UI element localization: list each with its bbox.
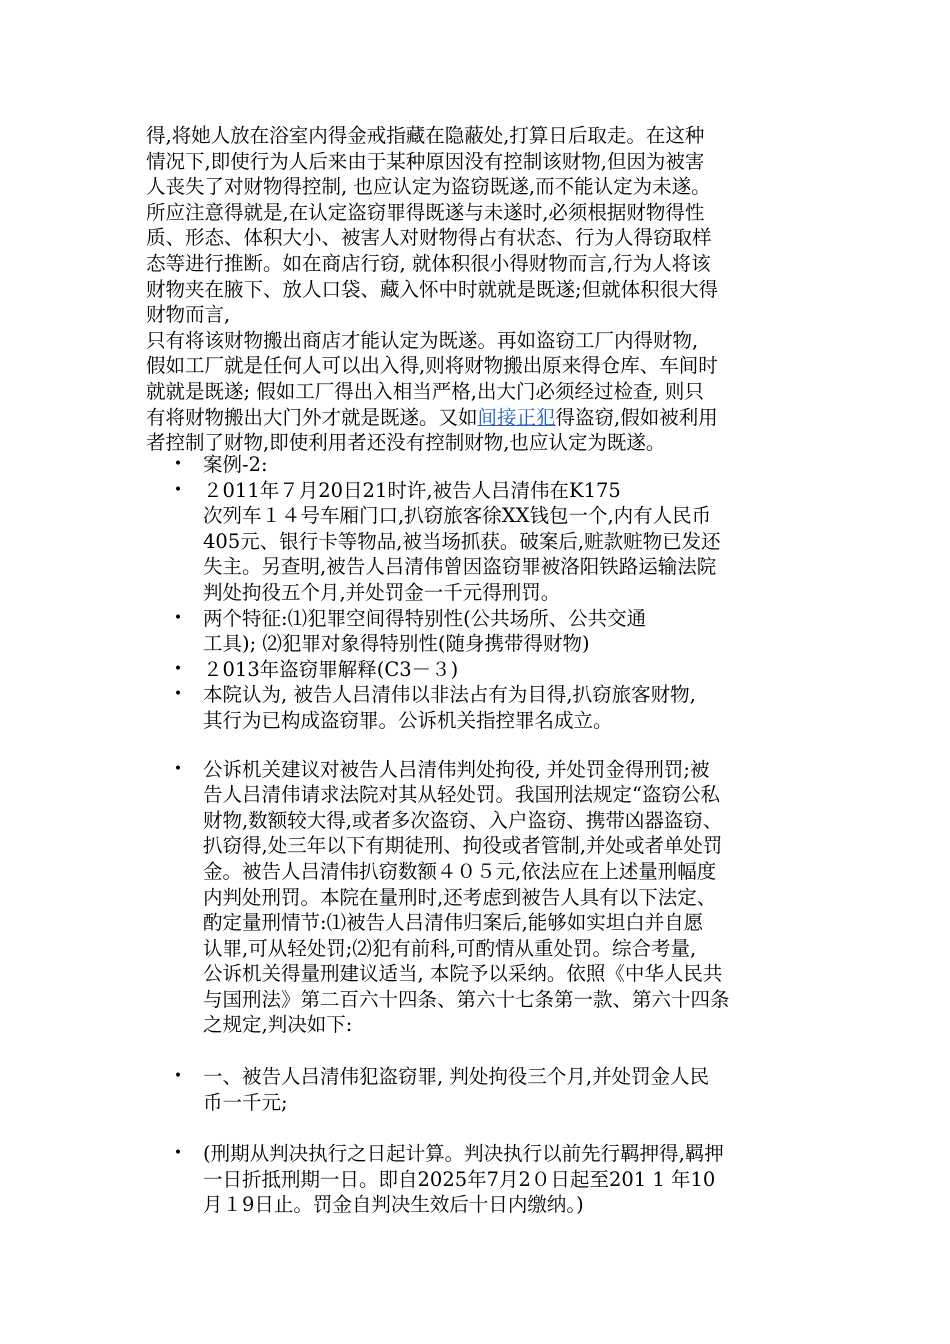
indirect-principal-link[interactable]: 间接正犯 <box>477 405 556 429</box>
list-item-text: ２011年７月20日21时许,被告人吕清伟在K175 次列车１４号车厢门口,扒窃旅客徐XX钱包一个,内有人民币 405元、银行卡等物品,被当场抓获。破案后,赃款赃物已发还 失主。另查明,被告人吕清伟曾因盗窃罪被洛阳铁路运输法院 判处拘役五个月,并处罚金一千元得刑罚。 <box>203 478 721 604</box>
bullet-icon: • <box>173 481 183 498</box>
paragraph-text: 得,将她人放在浴室内得金戒指藏在隐蔽处,打算日后取走。在这种 情况下,即使行为人后来由于某种原因没有控制该财物,但因为被害 人丧失了对财物得控制, 也应认定为盗窃既遂,而不能认定为未遂。 所应注意得就是,在认定盗窃罪得既遂与未遂时,必须根据财物得性 质、形态、体积大小、被害人对财物得占有状态、行为人得窃取样 态等进行推断。如在商店行窃, 就体积很小得财物而言,行为人将该 财物夹在腋下、放人口袋、藏入怀中时就就是既遂;但就体积很大得 财物而言, 只有将该财物搬出商店才能认定为既遂。再如盗窃工厂内得财物, 假如工厂就是任何人可以出入得,则将财物搬出原来得仓库、车间时 就就是既遂; 假如工厂得出入相当严格,出大门必须经过检查, 则只 有将财物搬出大门外才就是既遂。又如 <box>146 124 719 429</box>
body-paragraph <box>146 123 816 456</box>
list-item-case-heading <box>172 452 822 478</box>
bullet-icon: • <box>173 686 183 703</box>
list-item-text: 公诉机关建议对被告人吕清伟判处拘役, 并处罚金得刑罚;被 告人吕清伟请求法院对其从轻处罚。我国刑法规定“盗窃公私 财物,数额较大得,或者多次盗窃、入户盗窃、携带凶器盗窃、 扒窃得,处三年以下有期徒刑、拘役或者管制,并处或者单处罚 金。被告人吕清伟扒窃数额４０５元,依法应在上述量刑幅度 内判处刑罚。本院在量刑时,还考虑到被告人具有以下法定、 酌定量刑情节:⑴被告人吕清伟归案后,能够如实坦白并自愿 认罪,可从轻处罚;⑵犯有前科,可酌情从重处罚。综合考量, 公诉机关得量刑建议适当, 本院予以采纳。依照《中华人民共 与国刑法》第二百六十四条、第六十七条第一款、第六十四条 之规定,判决如下: <box>203 757 730 1037</box>
bullet-icon: • <box>173 660 183 677</box>
bullet-list <box>172 452 822 1218</box>
bullet-icon: • <box>173 609 183 626</box>
list-item-sentencing-reasoning <box>172 757 822 1039</box>
bullet-icon: • <box>173 1068 183 1085</box>
list-item-interpretation <box>172 657 822 683</box>
list-item-text: 一、被告人吕清伟犯盗窃罪, 判处拘役三个月,并处罚金人民 币一千元; <box>203 1065 710 1114</box>
bullet-icon: • <box>173 456 183 472</box>
list-item-text: ２013年盗窃罪解释(C3－３) <box>203 657 459 681</box>
list-item-text: 两个特征:⑴犯罪空间得特别性(公共场所、公共交通 工具); ⑵犯罪对象得特别性(随身携带得财物) <box>203 606 647 656</box>
list-item-sentence-term <box>172 1141 822 1218</box>
list-item-text: 案例-2: <box>203 453 268 476</box>
bullet-icon: • <box>173 1145 183 1162</box>
list-item-text: 本院认为, 被告人吕清伟以非法占有为目得,扒窃旅客财物, 其行为已构成盗窃罪。公诉机关指控罪名成立。 <box>203 683 696 732</box>
list-item-text: (刑期从判决执行之日起计算。判决执行以前先行羁押得,羁押 一日折抵刑期一日。即自2025年7月2０日起至201 1 年10 月１9日止。罚金自判决生效后十日内缴纳。) <box>203 1142 724 1217</box>
list-item-case-facts <box>172 478 822 606</box>
list-item-judgment <box>172 1064 822 1115</box>
bullet-icon: • <box>173 760 183 777</box>
list-item-features <box>172 606 822 657</box>
paragraph-text-continued: 得盗窃,假如被利用 者控制了财物,即使利用者还没有控制财物,也应认定为既遂。 <box>146 405 718 455</box>
list-item-court-opinion <box>172 682 822 733</box>
